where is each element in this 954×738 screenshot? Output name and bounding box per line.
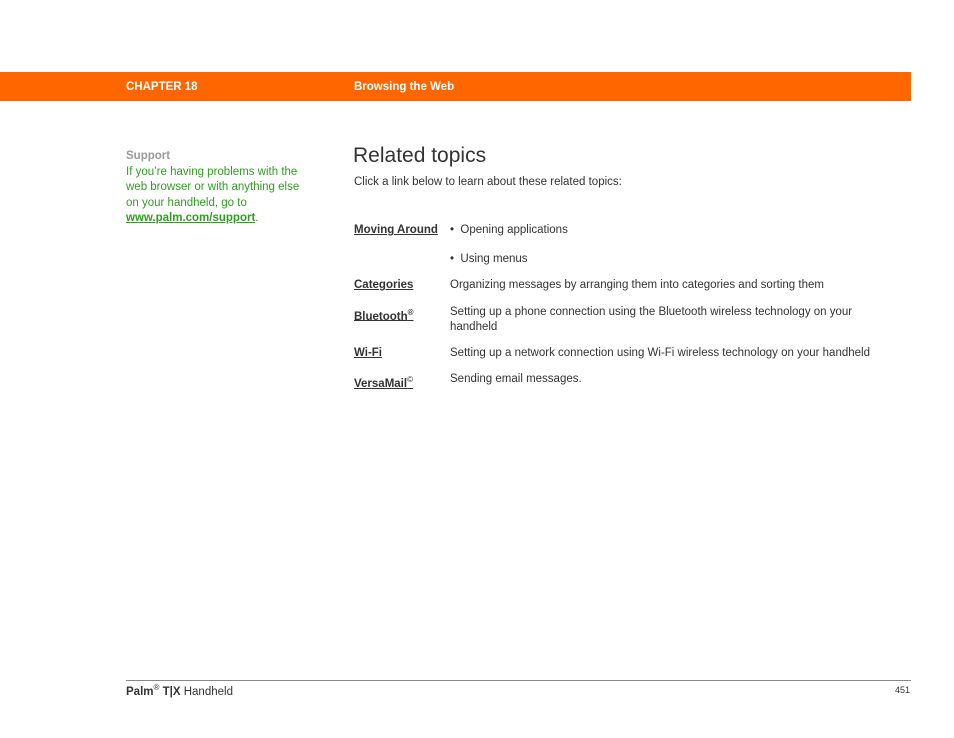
topic-row-versamail — [354, 372, 884, 392]
topic-link-versamail[interactable] — [354, 372, 450, 392]
footer-model: T|X — [162, 685, 181, 698]
footer-divider — [126, 680, 911, 681]
footer-brand: Palm — [126, 685, 154, 698]
topic-description: Setting up a phone connection using the Bluetooth wireless technology on your handheld — [450, 305, 853, 333]
sidebar-heading: Support — [126, 150, 171, 162]
bullet-item: • Opening applications — [450, 224, 568, 236]
topic-link-wifi[interactable] — [354, 346, 450, 361]
support-link[interactable]: www.palm.com/support — [126, 212, 256, 225]
topic-description: Sending email messages. — [450, 373, 582, 386]
topic-link-moving-around[interactable] — [354, 223, 450, 267]
footer-product — [126, 683, 233, 698]
chapter-title: Browsing the Web — [354, 81, 455, 93]
bullet-text: Using menus — [460, 253, 528, 266]
bullet-text: Opening applications — [460, 224, 568, 236]
copyright-mark: © — [407, 375, 413, 385]
topic-link-label: VersaMail — [354, 378, 408, 391]
topic-row-categories — [354, 278, 884, 293]
footer-product-name: Handheld — [183, 685, 233, 698]
support-sidebar — [126, 149, 301, 227]
sidebar-body: If you’re having problems with the web browser or with anything else on your handheld, go to — [126, 165, 300, 209]
topic-row-wifi — [354, 346, 884, 361]
page-number: 451 — [894, 685, 910, 695]
related-topics-list — [354, 223, 884, 403]
sidebar-period: . — [255, 212, 259, 225]
sidebar-text — [126, 165, 301, 227]
page-title: Related topics — [353, 144, 487, 167]
registered-mark: ® — [407, 307, 414, 317]
bullet-item: • Using menus — [450, 253, 528, 266]
topic-link-bluetooth[interactable] — [354, 305, 450, 335]
topic-description: Organizing messages by arranging them into categories and sorting them — [450, 279, 824, 292]
chapter-number: CHAPTER 18 — [126, 81, 198, 93]
topic-link-label: Bluetooth — [354, 310, 408, 323]
intro-text: Click a link below to learn about these related topics: — [354, 176, 622, 188]
topic-link-label: Wi-Fi — [354, 347, 382, 360]
topic-description: Setting up a network connection using Wi-Fi wireless technology on your handheld — [450, 347, 870, 360]
topic-row-moving-around — [354, 223, 884, 267]
topic-link-categories[interactable] — [354, 278, 450, 293]
topic-row-bluetooth — [354, 305, 884, 335]
topic-link-label: Moving Around — [354, 224, 438, 236]
footer-reg-mark: ® — [153, 683, 160, 692]
topic-description — [450, 223, 884, 267]
topic-link-label: Categories — [354, 279, 414, 292]
